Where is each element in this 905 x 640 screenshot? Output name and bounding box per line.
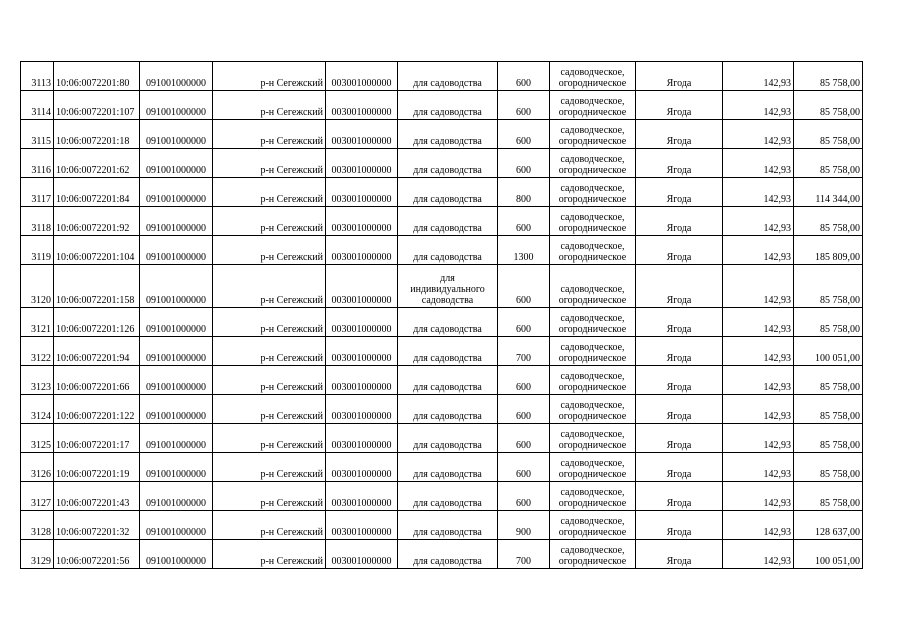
land-purpose (550, 337, 636, 366)
specific-value: 142,93 (723, 366, 794, 395)
area-value: 600 (498, 308, 550, 337)
district-name: р-н Сегежский (213, 91, 326, 120)
cadastral-value: 85 758,00 (794, 366, 863, 395)
cadastral-value: 185 809,00 (794, 236, 863, 265)
table-row (21, 424, 863, 453)
okato-code: 091001000000 (140, 424, 213, 453)
row-number: 3122 (21, 337, 54, 366)
land-use-line: для садоводства (413, 223, 482, 234)
cadastral-number: 10:06:0072201:158 (54, 265, 140, 308)
oktmo-code: 003001000000 (326, 120, 398, 149)
table-row (21, 178, 863, 207)
cadastral-value: 100 051,00 (794, 540, 863, 569)
land-purpose (550, 366, 636, 395)
land-use (398, 178, 498, 207)
land-purpose-line: садоводческое, (560, 371, 625, 382)
row-number: 3125 (21, 424, 54, 453)
okato-code: 091001000000 (140, 236, 213, 265)
land-purpose-line: садоводческое, (560, 516, 625, 527)
land-use (398, 207, 498, 236)
table-row (21, 511, 863, 540)
land-use-line: индивидуального (410, 284, 485, 295)
specific-value: 142,93 (723, 207, 794, 236)
table-row (21, 337, 863, 366)
district-name: р-н Сегежский (213, 482, 326, 511)
cadastral-value: 100 051,00 (794, 337, 863, 366)
oktmo-code: 003001000000 (326, 511, 398, 540)
row-number: 3121 (21, 308, 54, 337)
settlement-name: Ягода (636, 424, 723, 453)
land-purpose (550, 178, 636, 207)
oktmo-code: 003001000000 (326, 540, 398, 569)
area-value: 600 (498, 91, 550, 120)
land-purpose-line: огородническое (558, 411, 627, 422)
land-purpose (550, 236, 636, 265)
specific-value: 142,93 (723, 453, 794, 482)
cadastral-number: 10:06:0072201:126 (54, 308, 140, 337)
cadastral-number: 10:06:0072201:19 (54, 453, 140, 482)
land-purpose (550, 149, 636, 178)
land-purpose-line: садоводческое, (560, 183, 625, 194)
land-purpose-line: садоводческое, (560, 96, 625, 107)
land-purpose-line: огородническое (558, 136, 627, 147)
land-use-line: для садоводства (413, 252, 482, 263)
district-name: р-н Сегежский (213, 62, 326, 91)
land-use-line: для садоводства (413, 382, 482, 393)
land-use (398, 62, 498, 91)
table-row (21, 120, 863, 149)
land-purpose-line: огородническое (558, 498, 627, 509)
cadastral-number: 10:06:0072201:32 (54, 511, 140, 540)
district-name: р-н Сегежский (213, 265, 326, 308)
specific-value: 142,93 (723, 91, 794, 120)
land-use (398, 395, 498, 424)
land-purpose (550, 207, 636, 236)
land-use (398, 308, 498, 337)
area-value: 800 (498, 178, 550, 207)
land-purpose-line: огородническое (558, 324, 627, 335)
row-number: 3116 (21, 149, 54, 178)
district-name: р-н Сегежский (213, 236, 326, 265)
land-purpose (550, 91, 636, 120)
cadastral-value: 85 758,00 (794, 91, 863, 120)
oktmo-code: 003001000000 (326, 91, 398, 120)
row-number: 3123 (21, 366, 54, 395)
area-value: 600 (498, 120, 550, 149)
okato-code: 091001000000 (140, 207, 213, 236)
table-row (21, 236, 863, 265)
land-use-line: для садоводства (413, 440, 482, 451)
settlement-name: Ягода (636, 540, 723, 569)
okato-code: 091001000000 (140, 366, 213, 395)
table-body (21, 62, 863, 569)
land-use (398, 120, 498, 149)
land-use-line: для садоводства (413, 469, 482, 480)
district-name: р-н Сегежский (213, 120, 326, 149)
settlement-name: Ягода (636, 395, 723, 424)
specific-value: 142,93 (723, 540, 794, 569)
land-purpose-line: садоводческое, (560, 400, 625, 411)
oktmo-code: 003001000000 (326, 308, 398, 337)
table-row (21, 265, 863, 308)
land-use (398, 236, 498, 265)
okato-code: 091001000000 (140, 395, 213, 424)
land-purpose-line: садоводческое, (560, 313, 625, 324)
land-use (398, 149, 498, 178)
okato-code: 091001000000 (140, 265, 213, 308)
land-purpose (550, 308, 636, 337)
oktmo-code: 003001000000 (326, 149, 398, 178)
land-purpose-line: огородническое (558, 223, 627, 234)
district-name: р-н Сегежский (213, 207, 326, 236)
land-purpose (550, 424, 636, 453)
oktmo-code: 003001000000 (326, 453, 398, 482)
area-value: 600 (498, 207, 550, 236)
oktmo-code: 003001000000 (326, 366, 398, 395)
land-use (398, 453, 498, 482)
specific-value: 142,93 (723, 178, 794, 207)
specific-value: 142,93 (723, 62, 794, 91)
land-purpose-line: садоводческое, (560, 125, 625, 136)
table-row (21, 207, 863, 236)
cadastral-number: 10:06:0072201:18 (54, 120, 140, 149)
land-use-line: для садоводства (413, 498, 482, 509)
okato-code: 091001000000 (140, 149, 213, 178)
cadastral-value: 128 637,00 (794, 511, 863, 540)
cadastral-number: 10:06:0072201:66 (54, 366, 140, 395)
settlement-name: Ягода (636, 511, 723, 540)
specific-value: 142,93 (723, 149, 794, 178)
land-use (398, 482, 498, 511)
cadastral-number: 10:06:0072201:122 (54, 395, 140, 424)
settlement-name: Ягода (636, 482, 723, 511)
land-purpose-line: садоводческое, (560, 67, 625, 78)
land-use-line: для садоводства (413, 324, 482, 335)
land-purpose-line: садоводческое, (560, 154, 625, 165)
area-value: 600 (498, 424, 550, 453)
area-value: 600 (498, 366, 550, 395)
settlement-name: Ягода (636, 62, 723, 91)
cadastral-value: 114 344,00 (794, 178, 863, 207)
oktmo-code: 003001000000 (326, 482, 398, 511)
district-name: р-н Сегежский (213, 395, 326, 424)
area-value: 600 (498, 395, 550, 424)
specific-value: 142,93 (723, 120, 794, 149)
settlement-name: Ягода (636, 308, 723, 337)
land-purpose-line: огородническое (558, 78, 627, 89)
okato-code: 091001000000 (140, 178, 213, 207)
settlement-name: Ягода (636, 366, 723, 395)
land-purpose (550, 120, 636, 149)
specific-value: 142,93 (723, 236, 794, 265)
okato-code: 091001000000 (140, 540, 213, 569)
district-name: р-н Сегежский (213, 511, 326, 540)
cadastral-number: 10:06:0072201:43 (54, 482, 140, 511)
row-number: 3119 (21, 236, 54, 265)
land-use-line: для (440, 273, 455, 284)
specific-value: 142,93 (723, 424, 794, 453)
area-value: 600 (498, 482, 550, 511)
land-purpose-line: садоводческое, (560, 458, 625, 469)
table-row (21, 482, 863, 511)
land-purpose-line: садоводческое, (560, 487, 625, 498)
specific-value: 142,93 (723, 337, 794, 366)
oktmo-code: 003001000000 (326, 265, 398, 308)
land-purpose-line: огородническое (558, 194, 627, 205)
settlement-name: Ягода (636, 265, 723, 308)
land-purpose-line: огородническое (558, 107, 627, 118)
area-value: 600 (498, 453, 550, 482)
area-value: 700 (498, 337, 550, 366)
settlement-name: Ягода (636, 149, 723, 178)
land-use (398, 511, 498, 540)
settlement-name: Ягода (636, 453, 723, 482)
cadastral-number: 10:06:0072201:94 (54, 337, 140, 366)
land-purpose-line: садоводческое, (560, 545, 625, 556)
cadastral-table (20, 61, 863, 569)
oktmo-code: 003001000000 (326, 207, 398, 236)
settlement-name: Ягода (636, 120, 723, 149)
row-number: 3118 (21, 207, 54, 236)
land-purpose (550, 511, 636, 540)
cadastral-number: 10:06:0072201:92 (54, 207, 140, 236)
land-use (398, 540, 498, 569)
land-use (398, 265, 498, 308)
cadastral-value: 85 758,00 (794, 265, 863, 308)
specific-value: 142,93 (723, 511, 794, 540)
land-use-line: для садоводства (413, 411, 482, 422)
land-purpose (550, 540, 636, 569)
table-row (21, 366, 863, 395)
land-purpose-line: садоводческое, (560, 284, 625, 295)
oktmo-code: 003001000000 (326, 62, 398, 91)
land-use-line: для садоводства (413, 165, 482, 176)
land-purpose-line: огородническое (558, 382, 627, 393)
specific-value: 142,93 (723, 265, 794, 308)
okato-code: 091001000000 (140, 308, 213, 337)
area-value: 700 (498, 540, 550, 569)
land-purpose-line: садоводческое, (560, 342, 625, 353)
oktmo-code: 003001000000 (326, 424, 398, 453)
specific-value: 142,93 (723, 482, 794, 511)
cadastral-value: 85 758,00 (794, 308, 863, 337)
land-purpose-line: огородническое (558, 165, 627, 176)
land-use-line: для садоводства (413, 527, 482, 538)
district-name: р-н Сегежский (213, 424, 326, 453)
row-number: 3129 (21, 540, 54, 569)
district-name: р-н Сегежский (213, 308, 326, 337)
cadastral-number: 10:06:0072201:104 (54, 236, 140, 265)
cadastral-value: 85 758,00 (794, 207, 863, 236)
land-use (398, 424, 498, 453)
land-purpose-line: огородническое (558, 469, 627, 480)
land-purpose (550, 453, 636, 482)
oktmo-code: 003001000000 (326, 178, 398, 207)
table-row (21, 91, 863, 120)
land-purpose-line: огородническое (558, 440, 627, 451)
area-value: 600 (498, 62, 550, 91)
okato-code: 091001000000 (140, 453, 213, 482)
row-number: 3128 (21, 511, 54, 540)
okato-code: 091001000000 (140, 120, 213, 149)
settlement-name: Ягода (636, 178, 723, 207)
row-number: 3113 (21, 62, 54, 91)
area-value: 600 (498, 149, 550, 178)
cadastral-value: 85 758,00 (794, 424, 863, 453)
district-name: р-н Сегежский (213, 178, 326, 207)
land-purpose-line: садоводческое, (560, 429, 625, 440)
land-use (398, 91, 498, 120)
cadastral-value: 85 758,00 (794, 62, 863, 91)
okato-code: 091001000000 (140, 482, 213, 511)
settlement-name: Ягода (636, 91, 723, 120)
oktmo-code: 003001000000 (326, 236, 398, 265)
row-number: 3126 (21, 453, 54, 482)
land-purpose (550, 265, 636, 308)
area-value: 1300 (498, 236, 550, 265)
table-row (21, 540, 863, 569)
oktmo-code: 003001000000 (326, 337, 398, 366)
table-row (21, 149, 863, 178)
land-use-line: для садоводства (413, 353, 482, 364)
row-number: 3120 (21, 265, 54, 308)
cadastral-value: 85 758,00 (794, 149, 863, 178)
area-value: 900 (498, 511, 550, 540)
land-use (398, 366, 498, 395)
table-row (21, 395, 863, 424)
cadastral-number: 10:06:0072201:62 (54, 149, 140, 178)
specific-value: 142,93 (723, 308, 794, 337)
land-purpose (550, 482, 636, 511)
row-number: 3127 (21, 482, 54, 511)
cadastral-value: 85 758,00 (794, 395, 863, 424)
land-purpose-line: садоводческое, (560, 241, 625, 252)
cadastral-number: 10:06:0072201:56 (54, 540, 140, 569)
land-use (398, 337, 498, 366)
oktmo-code: 003001000000 (326, 395, 398, 424)
land-use-line: для садоводства (413, 78, 482, 89)
cadastral-value: 85 758,00 (794, 482, 863, 511)
area-value: 600 (498, 265, 550, 308)
settlement-name: Ягода (636, 207, 723, 236)
okato-code: 091001000000 (140, 337, 213, 366)
district-name: р-н Сегежский (213, 366, 326, 395)
cadastral-number: 10:06:0072201:84 (54, 178, 140, 207)
okato-code: 091001000000 (140, 91, 213, 120)
land-purpose (550, 395, 636, 424)
settlement-name: Ягода (636, 337, 723, 366)
cadastral-number: 10:06:0072201:107 (54, 91, 140, 120)
table-row (21, 308, 863, 337)
district-name: р-н Сегежский (213, 540, 326, 569)
row-number: 3124 (21, 395, 54, 424)
cadastral-number: 10:06:0072201:17 (54, 424, 140, 453)
district-name: р-н Сегежский (213, 149, 326, 178)
land-purpose-line: огородническое (558, 252, 627, 263)
land-purpose-line: огородническое (558, 556, 627, 567)
district-name: р-н Сегежский (213, 453, 326, 482)
cadastral-value: 85 758,00 (794, 453, 863, 482)
land-purpose (550, 62, 636, 91)
land-purpose-line: огородническое (558, 527, 627, 538)
land-purpose-line: огородническое (558, 295, 627, 306)
row-number: 3114 (21, 91, 54, 120)
table-row (21, 62, 863, 91)
land-use-line: для садоводства (413, 107, 482, 118)
district-name: р-н Сегежский (213, 337, 326, 366)
row-number: 3115 (21, 120, 54, 149)
settlement-name: Ягода (636, 236, 723, 265)
row-number: 3117 (21, 178, 54, 207)
cadastral-number: 10:06:0072201:80 (54, 62, 140, 91)
specific-value: 142,93 (723, 395, 794, 424)
okato-code: 091001000000 (140, 62, 213, 91)
land-use-line: для садоводства (413, 556, 482, 567)
land-use-line: для садоводства (413, 194, 482, 205)
land-purpose-line: огородническое (558, 353, 627, 364)
land-use-line: для садоводства (413, 136, 482, 147)
land-use-line: садоводства (421, 295, 474, 306)
land-purpose-line: садоводческое, (560, 212, 625, 223)
table-row (21, 453, 863, 482)
okato-code: 091001000000 (140, 511, 213, 540)
cadastral-value: 85 758,00 (794, 120, 863, 149)
